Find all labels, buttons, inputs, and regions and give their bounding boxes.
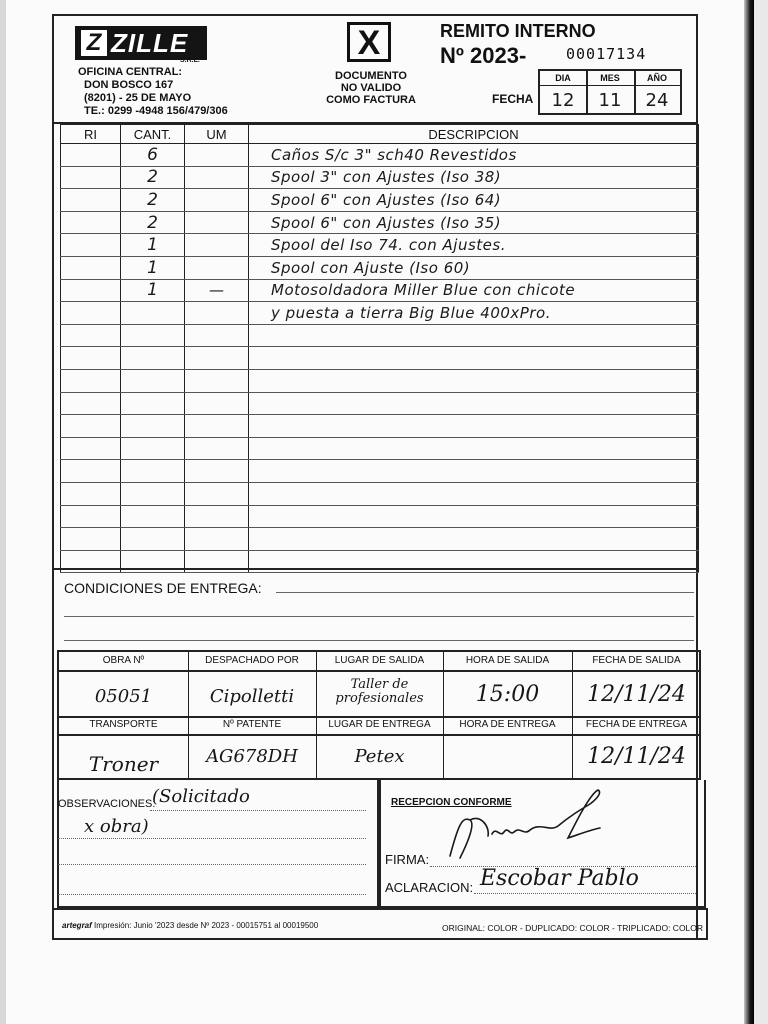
lugar-entrega-value: Petex bbox=[354, 746, 405, 767]
delivery-conditions-line bbox=[276, 592, 694, 593]
month-header: MES bbox=[586, 71, 634, 86]
clarification-label: ACLARACION: bbox=[385, 880, 474, 895]
item-description-cell: Spool 6" con Ajustes (Iso 64) bbox=[249, 189, 699, 212]
obra-label: OBRA Nº bbox=[102, 655, 145, 666]
item-description-cell bbox=[249, 347, 699, 370]
item-description-cell bbox=[249, 369, 699, 392]
table-row bbox=[61, 505, 699, 528]
reception-label: RECEPCION CONFORME bbox=[391, 797, 512, 808]
hora-salida-label: HORA DE SALIDA bbox=[465, 655, 550, 666]
items-bottom-divider bbox=[54, 568, 698, 570]
item-ri-cell bbox=[61, 528, 121, 551]
item-description-cell: Caños S/c 3" sch40 Revestidos bbox=[249, 144, 699, 167]
item-um-cell bbox=[185, 437, 249, 460]
item-ri-cell bbox=[61, 256, 121, 279]
item-description-cell: y puesta a tierra Big Blue 400xPro. bbox=[249, 302, 699, 325]
table-row bbox=[61, 234, 699, 257]
table-row bbox=[61, 460, 699, 483]
item-qty-cell bbox=[121, 392, 185, 415]
item-qty-cell: 1 bbox=[121, 234, 185, 257]
hora-salida-value: 15:00 bbox=[475, 682, 540, 707]
table-row bbox=[61, 415, 699, 438]
grid-hline bbox=[59, 670, 699, 672]
paper-shadow-right bbox=[744, 0, 754, 1024]
item-description-cell: Spool con Ajuste (Iso 60) bbox=[249, 256, 699, 279]
items-table bbox=[60, 124, 699, 573]
item-um-cell bbox=[185, 189, 249, 212]
item-description-cell bbox=[249, 324, 699, 347]
item-qty-cell: 1 bbox=[121, 279, 185, 302]
validity-line-3: COMO FACTURA bbox=[326, 94, 416, 106]
item-qty-cell bbox=[121, 460, 185, 483]
table-row bbox=[61, 256, 699, 279]
item-ri-cell bbox=[61, 505, 121, 528]
delivery-conditions-label: CONDICIONES DE ENTREGA: bbox=[64, 580, 262, 596]
item-qty-cell bbox=[121, 324, 185, 347]
office-city: (8201) - 25 DE MAYO bbox=[84, 92, 192, 104]
item-qty-cell bbox=[121, 415, 185, 438]
lugar-salida-label: LUGAR DE SALIDA bbox=[334, 655, 425, 666]
col-header-ri: RI bbox=[61, 125, 121, 144]
item-ri-cell bbox=[61, 482, 121, 505]
item-um-cell bbox=[185, 505, 249, 528]
item-description-cell: Spool 3" con Ajustes (Iso 38) bbox=[249, 166, 699, 189]
item-ri-cell bbox=[61, 437, 121, 460]
item-ri-cell bbox=[61, 166, 121, 189]
table-row bbox=[61, 482, 699, 505]
transporte-value: Troner bbox=[88, 752, 159, 776]
table-row bbox=[61, 144, 699, 167]
item-um-cell bbox=[185, 482, 249, 505]
company-logo bbox=[75, 26, 207, 60]
item-qty-cell: 1 bbox=[121, 256, 185, 279]
item-qty-cell: 2 bbox=[121, 166, 185, 189]
item-description-cell bbox=[249, 415, 699, 438]
observations-note-line-2: x obra) bbox=[84, 816, 149, 837]
item-ri-cell bbox=[61, 460, 121, 483]
dispatch-grid bbox=[57, 650, 701, 780]
item-description-cell: Motosoldadora Miller Blue con chicote bbox=[249, 279, 699, 302]
office-address-block bbox=[78, 66, 228, 118]
table-row bbox=[61, 324, 699, 347]
observations-line bbox=[58, 894, 366, 895]
table-row bbox=[61, 347, 699, 370]
item-um-cell bbox=[185, 528, 249, 551]
clarification-value: Escobar Pablo bbox=[480, 866, 639, 891]
office-phone: TE.: 0299 -4948 156/479/306 bbox=[84, 105, 228, 117]
item-qty-cell bbox=[121, 369, 185, 392]
fecha-entrega-label: FECHA DE ENTREGA bbox=[585, 719, 688, 730]
item-um-cell bbox=[185, 211, 249, 234]
year-value: 24 bbox=[645, 90, 669, 111]
table-row bbox=[61, 528, 699, 551]
printer-text: Impresión: Junio '2023 desde Nº 2023 - 00015751 al 00019500 bbox=[94, 921, 319, 930]
item-ri-cell bbox=[61, 211, 121, 234]
table-row bbox=[61, 166, 699, 189]
lugar-entrega-label: LUGAR DE ENTREGA bbox=[328, 719, 431, 730]
item-ri-cell bbox=[61, 279, 121, 302]
date-grid bbox=[538, 69, 682, 115]
item-um-cell bbox=[185, 166, 249, 189]
fecha-salida-label: FECHA DE SALIDA bbox=[592, 655, 681, 666]
table-row bbox=[61, 279, 699, 302]
item-ri-cell bbox=[61, 369, 121, 392]
item-description-cell bbox=[249, 505, 699, 528]
remito-number-prefix: Nº 2023- bbox=[440, 43, 527, 68]
item-description-cell bbox=[249, 482, 699, 505]
printer-brand: artegraf bbox=[62, 921, 92, 930]
document-type-mark: X bbox=[347, 22, 391, 62]
year-header: AÑO bbox=[634, 71, 680, 86]
table-row bbox=[61, 189, 699, 212]
logo-mark: Z bbox=[81, 30, 107, 56]
remito-serial-number: 00017134 bbox=[566, 45, 647, 63]
validity-line-1: DOCUMENTO bbox=[335, 70, 407, 82]
item-ri-cell bbox=[61, 189, 121, 212]
item-ri-cell bbox=[61, 324, 121, 347]
item-um-cell bbox=[185, 347, 249, 370]
signature-label: FIRMA: bbox=[385, 852, 430, 867]
table-row bbox=[61, 437, 699, 460]
validity-line-2: NO VALIDO bbox=[340, 82, 402, 94]
observations-line bbox=[58, 864, 366, 865]
table-row bbox=[61, 211, 699, 234]
col-header-um: UM bbox=[185, 125, 249, 144]
patente-value: AG678DH bbox=[206, 746, 298, 767]
observations-note-line-1: (Solicitado bbox=[152, 786, 250, 807]
lugar-salida-value: Taller de profesionales bbox=[335, 677, 424, 706]
day-header: DIA bbox=[540, 71, 586, 86]
grid-hline bbox=[59, 734, 699, 736]
delivery-conditions-line bbox=[64, 616, 694, 617]
despachado-value: Cipolletti bbox=[209, 686, 295, 707]
item-qty-cell bbox=[121, 528, 185, 551]
item-ri-cell bbox=[61, 144, 121, 167]
item-um-cell bbox=[185, 324, 249, 347]
observations-label: OBSERVACIONES: bbox=[58, 798, 156, 810]
hora-entrega-label: HORA DE ENTREGA bbox=[459, 719, 556, 730]
obra-value: 05051 bbox=[94, 686, 153, 707]
office-street: DON BOSCO 167 bbox=[84, 79, 174, 91]
item-um-cell: — bbox=[185, 279, 249, 302]
item-um-cell bbox=[185, 415, 249, 438]
printer-info bbox=[62, 921, 318, 930]
delivery-conditions-line bbox=[64, 640, 694, 641]
item-um-cell bbox=[185, 369, 249, 392]
transporte-label: TRANSPORTE bbox=[89, 719, 158, 730]
table-row bbox=[61, 392, 699, 415]
item-um-cell bbox=[185, 392, 249, 415]
item-description-cell: Spool 6" con Ajustes (Iso 35) bbox=[249, 211, 699, 234]
item-qty-cell: 6 bbox=[121, 144, 185, 167]
item-description-cell: Spool del Iso 74. con Ajustes. bbox=[249, 234, 699, 257]
clarification-line bbox=[474, 893, 696, 894]
fecha-salida-value: 12/11/24 bbox=[587, 682, 686, 707]
logo-suffix: S.R.L. bbox=[180, 57, 200, 64]
item-description-cell bbox=[249, 392, 699, 415]
remito-title: REMITO INTERNO bbox=[440, 21, 596, 41]
observations-line bbox=[150, 810, 366, 811]
item-qty-cell bbox=[121, 482, 185, 505]
items-body bbox=[61, 144, 699, 573]
table-row bbox=[61, 369, 699, 392]
copies-info: ORIGINAL: COLOR - DUPLICADO: COLOR - TRIPLICADO: COLOR bbox=[442, 923, 704, 933]
item-qty-cell: 2 bbox=[121, 189, 185, 212]
document-validity-note bbox=[322, 70, 420, 106]
item-description-cell bbox=[249, 437, 699, 460]
item-ri-cell bbox=[61, 392, 121, 415]
item-description-cell bbox=[249, 460, 699, 483]
despachado-label: DESPACHADO POR bbox=[205, 655, 299, 666]
day-value: 12 bbox=[551, 90, 575, 111]
item-qty-cell: 2 bbox=[121, 211, 185, 234]
item-ri-cell bbox=[61, 347, 121, 370]
item-qty-cell bbox=[121, 505, 185, 528]
observations-line bbox=[58, 838, 366, 839]
items-header-row bbox=[61, 125, 699, 144]
item-um-cell bbox=[185, 144, 249, 167]
item-um-cell bbox=[185, 256, 249, 279]
fecha-entrega-value: 12/11/24 bbox=[587, 744, 686, 769]
office-label: OFICINA CENTRAL: bbox=[78, 66, 183, 78]
item-qty-cell bbox=[121, 302, 185, 325]
logo-wordmark: ZILLE bbox=[111, 27, 189, 58]
item-ri-cell bbox=[61, 415, 121, 438]
date-label: FECHA bbox=[492, 92, 534, 106]
item-um-cell bbox=[185, 234, 249, 257]
item-qty-cell bbox=[121, 347, 185, 370]
item-um-cell bbox=[185, 460, 249, 483]
signature-image bbox=[440, 786, 620, 866]
month-value: 11 bbox=[598, 90, 622, 111]
item-ri-cell bbox=[61, 302, 121, 325]
col-header-description: DESCRIPCION bbox=[249, 125, 699, 144]
patente-label: Nº PATENTE bbox=[222, 719, 282, 730]
item-qty-cell bbox=[121, 437, 185, 460]
item-ri-cell bbox=[61, 234, 121, 257]
item-description-cell bbox=[249, 528, 699, 551]
table-row bbox=[61, 302, 699, 325]
item-um-cell bbox=[185, 302, 249, 325]
col-header-qty: CANT. bbox=[121, 125, 185, 144]
